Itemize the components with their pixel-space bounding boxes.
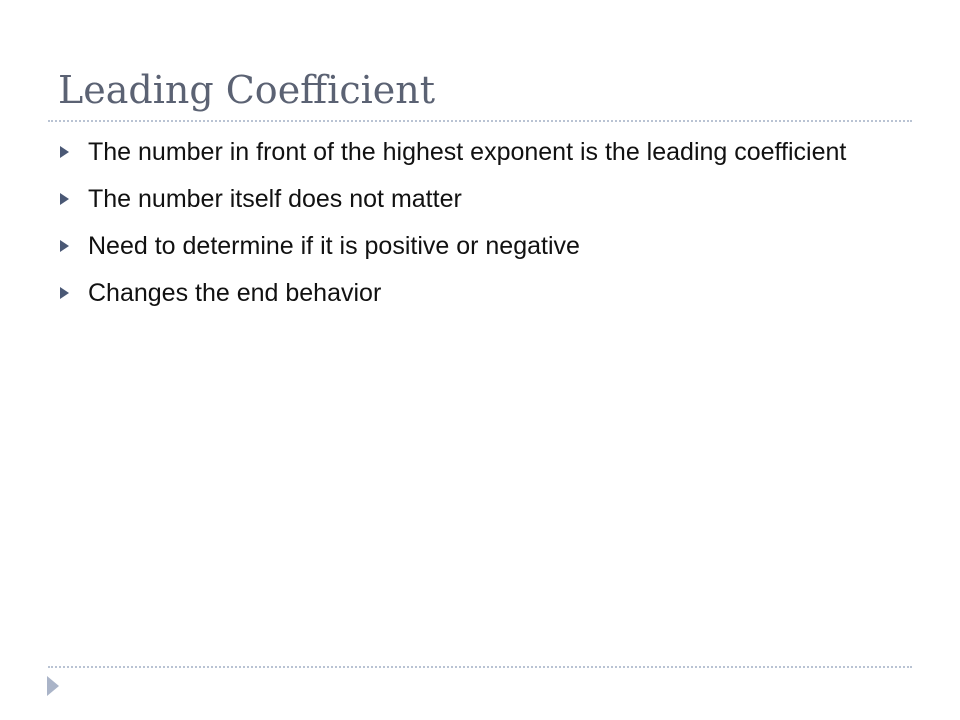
slide-title: Leading Coefficient [58, 68, 435, 112]
triangle-right-icon [60, 240, 69, 252]
triangle-right-icon [60, 146, 69, 158]
triangle-right-icon[interactable] [47, 676, 59, 696]
bullet-text: Need to determine if it is positive or negative [88, 232, 580, 260]
title-divider [48, 120, 912, 122]
triangle-right-icon [60, 287, 69, 299]
bullet-item [60, 277, 880, 309]
bullet-item [60, 136, 880, 168]
bullet-text: The number itself does not matter [88, 185, 462, 213]
bullet-text: The number in front of the highest exponent is the leading coefficient [88, 138, 847, 166]
footer-divider [48, 666, 912, 668]
triangle-right-icon [60, 193, 69, 205]
bullet-text: Changes the end behavior [88, 279, 382, 307]
bullet-item [60, 230, 880, 262]
bullet-item [60, 183, 880, 215]
bullet-list [60, 136, 880, 324]
